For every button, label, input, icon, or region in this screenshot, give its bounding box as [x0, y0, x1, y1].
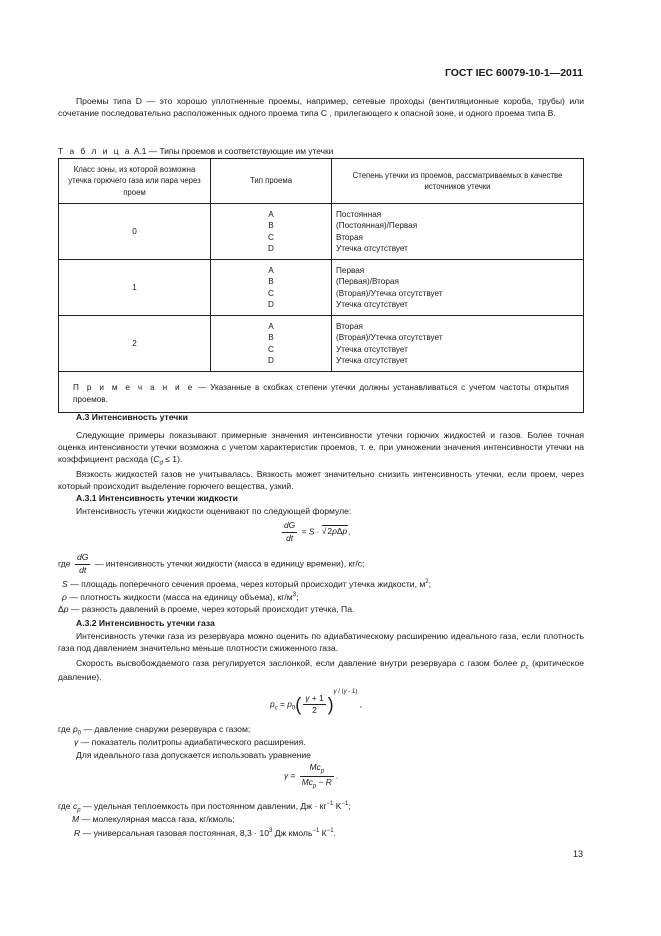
- def-gamma-text: — показатель политропы адиабатического расширения.: [80, 737, 306, 747]
- a3-paragraph-2: Вязкость жидкостей газов не учитывалась. Вязкость может значительно снизить интенсивность утечки, если проем, через который происходит выделение горючего вещества, узкий.: [58, 469, 584, 491]
- section-a3-title: А.3 Интенсивность утечки: [76, 412, 188, 422]
- table-note: [59, 372, 584, 413]
- type-value: C: [268, 288, 274, 298]
- col-header-zone: Класс зоны, из которой возможна утечка горючего газа или пара через проем: [59, 159, 211, 204]
- a32-paragraph-2: Скорость высвобождаемого газа регулируется заслонкой, если давление внутри резервуара с газом более $p_c$ (критическое давление).: [58, 658, 585, 682]
- def-cp-text: — удельная теплоемкость при постоянном давлении, Дж · кг: [82, 800, 327, 811]
- note-prefix: П р и м е ч а н и е: [73, 383, 195, 392]
- table-row: [59, 316, 584, 372]
- type-value: B: [268, 221, 274, 231]
- type-cell: [211, 260, 332, 316]
- grade-value: (Первая)/Вторая: [336, 277, 399, 287]
- table-row: [59, 260, 584, 316]
- table-caption: [58, 146, 333, 158]
- table-caption-text: А.1 — Типы проемов и соответствующие им утечки: [133, 146, 334, 156]
- grade-value: Утечка отсутствует: [336, 299, 408, 309]
- zone-cell: 1: [59, 260, 211, 316]
- note-text: — Указанные в скобках степени утечки должны устанавливаться с учетом частоты открытия проемов.: [73, 383, 569, 404]
- section-a31-title: А.3.1 Интенсивность утечки жидкости: [76, 493, 238, 503]
- def-r-line: R — универсальная газовая постоянная, $8,3 \cdot 10^3$ Дж кмоль$^{-1}$ $К^{-1}$.: [74, 827, 336, 838]
- grade-value: Утечка отсутствует: [336, 243, 408, 253]
- grade-value: Вторая: [336, 232, 363, 242]
- type-value: C: [268, 344, 274, 354]
- table-row: [59, 204, 584, 260]
- formula-gamma: γ = $\frac{Mc_p}{Mc_p - R}$ .: [284, 762, 339, 790]
- def-rho-line: ρ — плотность жидкости (масса на единицу объема), $кг/м^3$;: [62, 591, 299, 602]
- type-value: C: [268, 232, 274, 242]
- def-p0-line: где $p_0$ — давление снаружи резервуара с газом;: [58, 724, 251, 737]
- grade-cell: [332, 204, 584, 260]
- def-cp-line: где $c_p$ — удельная теплоемкость при постоянном давлении, Дж · $кг^{-1}$ $K^{-1}$;: [58, 800, 351, 814]
- type-value: A: [268, 209, 274, 219]
- a3-p1-end: ).: [177, 453, 183, 464]
- def-r-unit: Дж кмоль: [274, 827, 313, 838]
- type-value: A: [268, 265, 274, 275]
- type-value: B: [268, 277, 274, 287]
- grade-cell: [332, 316, 584, 372]
- table-caption-prefix: Т а б л и ц а: [58, 146, 132, 156]
- grade-value: (Постоянная)/Первая: [336, 221, 418, 231]
- grade-value: Вторая: [336, 321, 363, 331]
- a32-p2-text: Скорость высвобождаемого газа регулируется заслонкой, если давление внутри резервуара с газом более: [76, 658, 518, 668]
- type-value: A: [268, 321, 274, 331]
- type-cell: [211, 204, 332, 260]
- openings-table: [58, 158, 584, 413]
- table-note-row: [59, 372, 584, 413]
- type-value: D: [268, 243, 274, 253]
- a32-p2-end: (критическое давление).: [58, 658, 585, 682]
- grade-value: Утечка отсутствует: [336, 355, 408, 365]
- def-dp-text: — разность давлений в проеме, через который происходит утечка, Па.: [70, 604, 355, 614]
- formula-liquid: $\frac{dG}{dt}$ = S · √2ρΔp,: [284, 520, 351, 543]
- a32-paragraph-3: Для идеального газа допускается использовать уравнение: [76, 750, 311, 760]
- col-header-type: Тип проема: [211, 159, 332, 204]
- def-s-text: — площадь поперечного сечения проема, через который происходит утечка жидкости, м: [70, 578, 426, 589]
- table-header-row: [59, 159, 584, 204]
- zone-cell: 0: [59, 204, 211, 260]
- type-cell: [211, 316, 332, 372]
- def-m-text: — молекулярная масса газа, кг/кмоль;: [81, 814, 235, 824]
- section-a32-title: А.3.2 Интенсивность утечки газа: [76, 618, 215, 628]
- def-r-text: — универсальная газовая постоянная, 8,3 · 10: [82, 827, 269, 838]
- def-r-unit2: К: [321, 827, 327, 838]
- grade-value: (Вторая)/Утечка отсутствует: [336, 288, 443, 298]
- def-g-line: где $\frac{dG}{dt}$ — интенсивность утечки жидкости (масса в единицу времени), кг/с;: [58, 552, 365, 575]
- grade-value: Постоянная: [336, 209, 382, 219]
- def-dp-line: Δp — разность давлений в проеме, через который происходит утечка, Па.: [58, 604, 355, 614]
- def-m-line: M — молекулярная масса газа, кг/кмоль;: [72, 814, 235, 824]
- a3-paragraph-1: Следующие примеры показывают примерные значения интенсивности утечки горючих жидкостей и газов. Более точная оценка интенсивности утечки возможна с учетом характеристик проемов, т. е. при умножении значения интенсивности утечки на коэффициент расхода $(C_d \le 1)$.: [58, 430, 584, 467]
- where-label: где: [58, 558, 71, 569]
- def-p0-text: — давление снаружи резервуара с газом;: [83, 724, 251, 734]
- def-g-text: — интенсивность утечки жидкости (масса в единицу времени), кг/с;: [94, 558, 365, 569]
- a32-paragraph-1: Интенсивность утечки газа из резервуара можно оценить по адиабатическому расширению идеального газа, если плотность газа под давлением значительно меньше плотности сжиженного газа.: [58, 631, 584, 653]
- page-number: 13: [572, 849, 583, 859]
- document-header: ГОСТ IEC 60079-10-1—2011: [444, 67, 583, 79]
- type-value: D: [268, 355, 274, 365]
- def-rho-text: — плотность жидкости (масса на единицу объема), кг/м: [69, 591, 293, 602]
- grade-value: Утечка отсутствует: [336, 344, 408, 354]
- grade-value: (Вторая)/Утечка отсутствует: [336, 333, 443, 343]
- a3-p1-text: Следующие примеры показывают примерные значения интенсивности утечки горючих жидкостей и газов. Более точная оценка интенсивности утечки возможна с учетом характеристик проемов, т. е. при умножении значения интенсивности утечки на коэффициент расхода (: [58, 430, 584, 464]
- type-value: B: [268, 333, 274, 343]
- col-header-grade: Степень утечки из проемов, рассматриваемых в качестве источников утечки: [332, 159, 584, 204]
- a31-paragraph-1: Интенсивность утечки жидкости оценивают по следующей формуле:: [76, 506, 352, 516]
- intro-paragraph: Проемы типа D — это хорошо уплотненные проемы, например, сетевые проходы (вентиляционные короба, трубы) или сочетание последовательно расположенных одного проема типа C , прилегающего к опасной зоне, и одного проема типа B.: [58, 96, 584, 118]
- type-value: D: [268, 299, 274, 309]
- formula-critical-pressure: $p_c = p_0$( $\frac{\gamma + 1}{2}$ )$^{\gamma / (\gamma - 1)}$ ,: [270, 689, 362, 716]
- def-gamma-line: γ — показатель политропы адиабатического расширения.: [74, 737, 306, 747]
- def-s-line: S — площадь поперечного сечения проема, через который происходит утечка жидкости, $м^2$;: [62, 578, 432, 589]
- zone-cell: 2: [59, 316, 211, 372]
- grade-value: Первая: [336, 265, 365, 275]
- grade-cell: [332, 260, 584, 316]
